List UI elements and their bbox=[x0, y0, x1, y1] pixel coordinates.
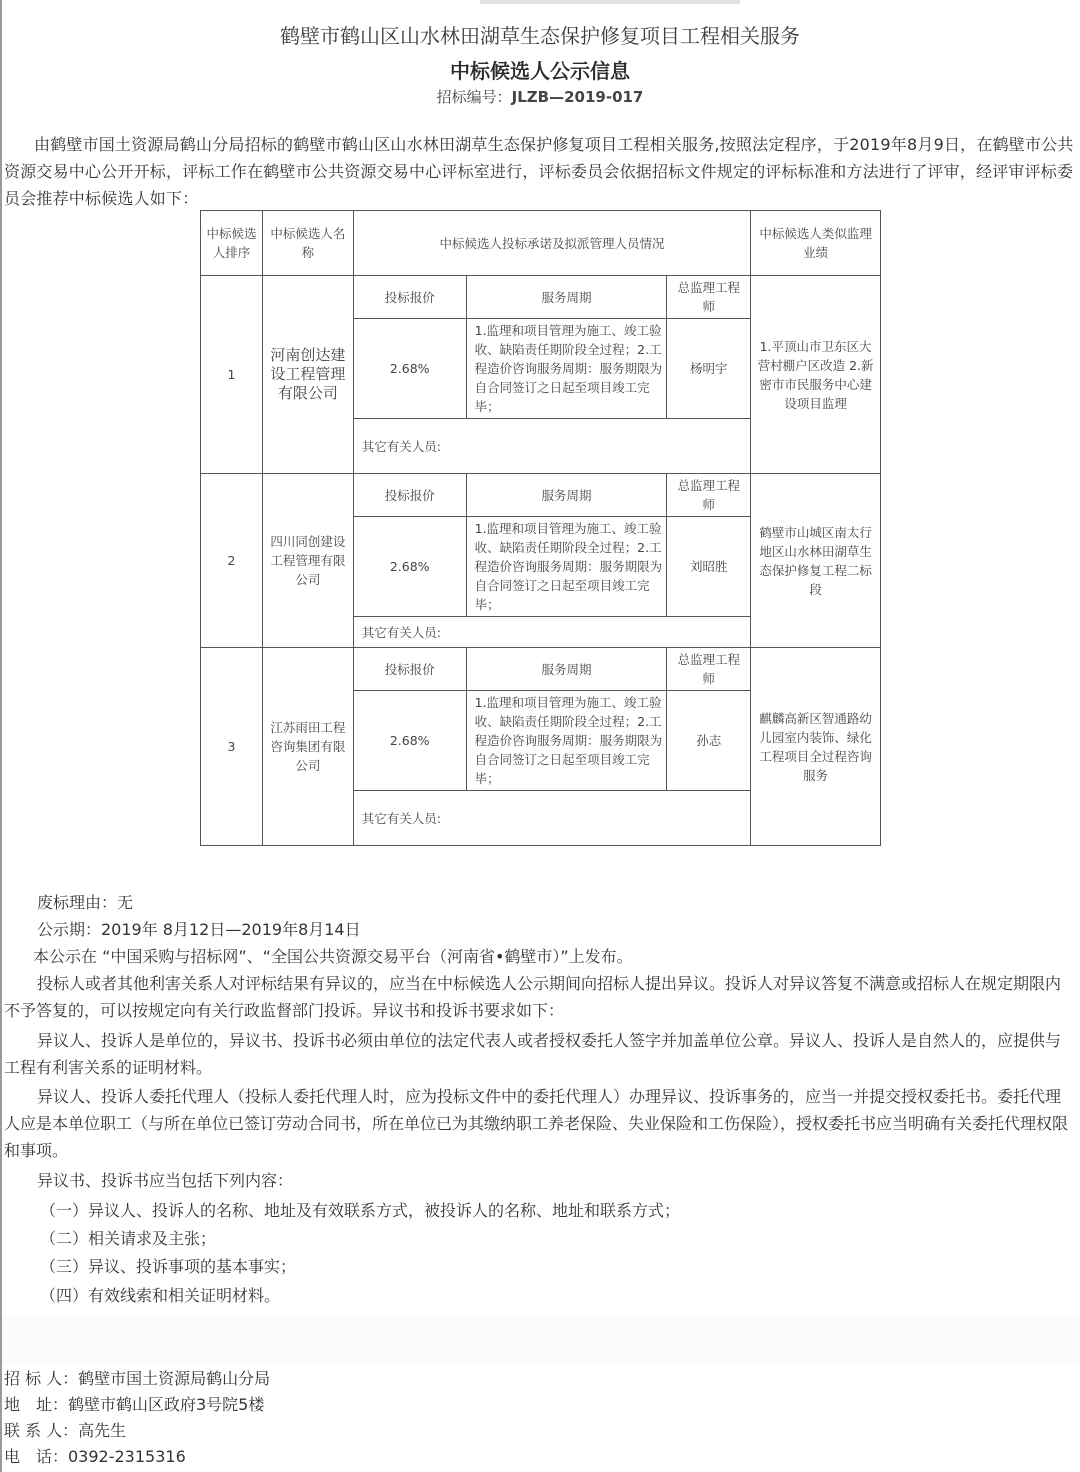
chief-engineer: 杨明宇 bbox=[667, 319, 751, 419]
document-title: 鹤壁市鹤山区山水林田湖草生态保护修复项目工程相关服务 bbox=[280, 24, 800, 48]
objection-paragraph: 投标人或者其他利害关系人对评标结果有异议的，应当在中标候选人公示期间向招标人提出异议。投诉人对异议答复不满意或招标人在规定期限内不予答复的，可以按规定向有关行政监督部门投诉。异议书和投诉书要求如下： bbox=[4, 974, 1062, 1020]
contact-person: 联 系 人：高先生 bbox=[4, 1421, 127, 1440]
other-personnel bbox=[353, 791, 750, 846]
candidate-performance: 鹤壁市山城区南太行地区山水林田湖草生态保护修复工程二标段 bbox=[751, 474, 881, 648]
candidate-performance: 麒麟高新区智通路幼儿园室内装饰、绿化工程项目全过程咨询服务 bbox=[751, 648, 881, 846]
subheader-period: 服务周期 bbox=[466, 276, 667, 319]
address: 地 址：鹤壁市鹤山区政府3号院5楼 bbox=[4, 1395, 265, 1414]
candidates-table bbox=[200, 210, 881, 846]
contents-item: （二）相关请求及主张； bbox=[40, 1229, 217, 1248]
candidate-name: 江苏雨田工程咨询集团有限公司 bbox=[262, 648, 353, 846]
candidate-name: 四川同创建设工程管理有限公司 bbox=[262, 474, 353, 648]
other-personnel-label: 其它有关人员: bbox=[361, 810, 441, 826]
bid-number-value: JLZB—2019-017 bbox=[511, 88, 644, 106]
spacer bbox=[2, 1318, 1080, 1366]
header-rank: 中标候选人排序 bbox=[201, 211, 263, 276]
bid-price: 2.68% bbox=[353, 517, 466, 617]
header-commitment: 中标候选人投标承诺及拟派管理人员情况 bbox=[353, 211, 750, 276]
subheader-engineer: 总监理工程师 bbox=[667, 474, 751, 517]
bid-price: 2.68% bbox=[353, 691, 466, 791]
service-period: 1.监理和项目管理为施工、竣工验收、缺陷责任期阶段全过程；2.工程造价咨询服务周期：服务期限为自合同签订之日起至项目竣工完毕； bbox=[466, 517, 667, 617]
subheader-price: 投标报价 bbox=[353, 276, 466, 319]
other-personnel bbox=[353, 419, 750, 474]
other-personnel bbox=[353, 617, 750, 648]
contents-item: （三）异议、投诉事项的基本事实； bbox=[40, 1257, 297, 1276]
subheader-price: 投标报价 bbox=[353, 648, 466, 691]
service-period: 1.监理和项目管理为施工、竣工验收、缺陷责任期阶段全过程；2.工程造价咨询服务周期：服务期限为自合同签订之日起至项目竣工完毕； bbox=[466, 691, 667, 791]
subheader-engineer: 总监理工程师 bbox=[667, 276, 751, 319]
candidate-name: 河南创达建设工程管理有限公司 bbox=[262, 276, 353, 474]
rejection-reason: 废标理由：无 bbox=[37, 893, 134, 912]
subheader-period: 服务周期 bbox=[466, 648, 667, 691]
bid-price: 2.68% bbox=[353, 319, 466, 419]
subheader-price: 投标报价 bbox=[353, 474, 466, 517]
chief-engineer: 孙志 bbox=[667, 691, 751, 791]
candidate-rank: 3 bbox=[201, 648, 263, 846]
candidate-rank: 2 bbox=[201, 474, 263, 648]
chief-engineer: 刘昭胜 bbox=[667, 517, 751, 617]
bid-number-label: 招标编号： bbox=[436, 88, 512, 106]
header-name: 中标候选人名称 bbox=[262, 211, 353, 276]
table-row bbox=[201, 276, 881, 319]
published-on: 本公示在 “中国采购与招标网”、“全国公共资源交易平台（河南省•鹤壁市）”上发布。 bbox=[33, 947, 633, 966]
bid-number bbox=[0, 86, 1080, 107]
candidate-performance: 1.平顶山市卫东区大营村棚户区改造 2.新密市市民服务中心建设项目监理 bbox=[751, 276, 881, 474]
document-subtitle: 中标候选人公示信息 bbox=[450, 59, 630, 83]
intro-paragraph: 由鹤壁市国土资源局鹤山分局招标的鹤壁市鹤山区山水林田湖草生态保护修复项目工程相关服务,按照法定程序，于2019年8月9日，在鹤壁市公共资源交易中心公开开标，评标工作在鹤壁市公共资源交易中心评标室进行，评标委员会依据招标文件规定的评标标准和方法进行了评审，经评审评标委员会推荐中标候选人如下： bbox=[4, 135, 1074, 208]
other-personnel-label: 其它有关人员: bbox=[361, 438, 441, 454]
publicity-period: 公示期：2019年 8月12日—2019年8月14日 bbox=[37, 920, 361, 939]
subheader-period: 服务周期 bbox=[466, 474, 667, 517]
candidate-rank: 1 bbox=[201, 276, 263, 474]
table-header-row bbox=[201, 211, 881, 276]
unit-paragraph: 异议人、投诉人是单位的，异议书、投诉书必须由单位的法定代表人或者授权委托人签字并加盖单位公章。异议人、投诉人是自然人的，应提供与工程有利害关系的证明材料。 bbox=[4, 1031, 1062, 1077]
contents-intro: 异议书、投诉书应当包括下列内容： bbox=[37, 1171, 294, 1190]
service-period: 1.监理和项目管理为施工、竣工验收、缺陷责任期阶段全过程；2.工程造价咨询服务周期：服务期限为自合同签订之日起至项目竣工完毕； bbox=[466, 319, 667, 419]
contents-item: （四）有效线索和相关证明材料。 bbox=[40, 1286, 281, 1305]
contents-item: （一）异议人、投诉人的名称、地址及有效联系方式，被投诉人的名称、地址和联系方式； bbox=[40, 1201, 681, 1220]
subheader-engineer: 总监理工程师 bbox=[667, 648, 751, 691]
page-left-border bbox=[0, 0, 2, 1472]
table-row bbox=[201, 474, 881, 517]
header-performance: 中标候选人类似监理业绩 bbox=[751, 211, 881, 276]
agent-paragraph: 异议人、投诉人委托代理人（投标人委托代理人时，应为投标文件中的委托代理人）办理异议、投诉事务的，应当一并提交授权委托书。委托代理人应是本单位职工（与所在单位已签订劳动合同书，所在单位已为其缴纳职工养老保险、失业保险和工伤保险），授权委托书应当明确有关委托代理权限和事项。 bbox=[4, 1087, 1069, 1160]
table-row bbox=[201, 648, 881, 691]
cropped-previous-line bbox=[480, 0, 740, 4]
phone: 电 话：0392-2315316 bbox=[4, 1447, 186, 1466]
tenderer: 招 标 人：鹤壁市国土资源局鹤山分局 bbox=[4, 1369, 271, 1388]
other-personnel-label: 其它有关人员: bbox=[361, 624, 441, 640]
